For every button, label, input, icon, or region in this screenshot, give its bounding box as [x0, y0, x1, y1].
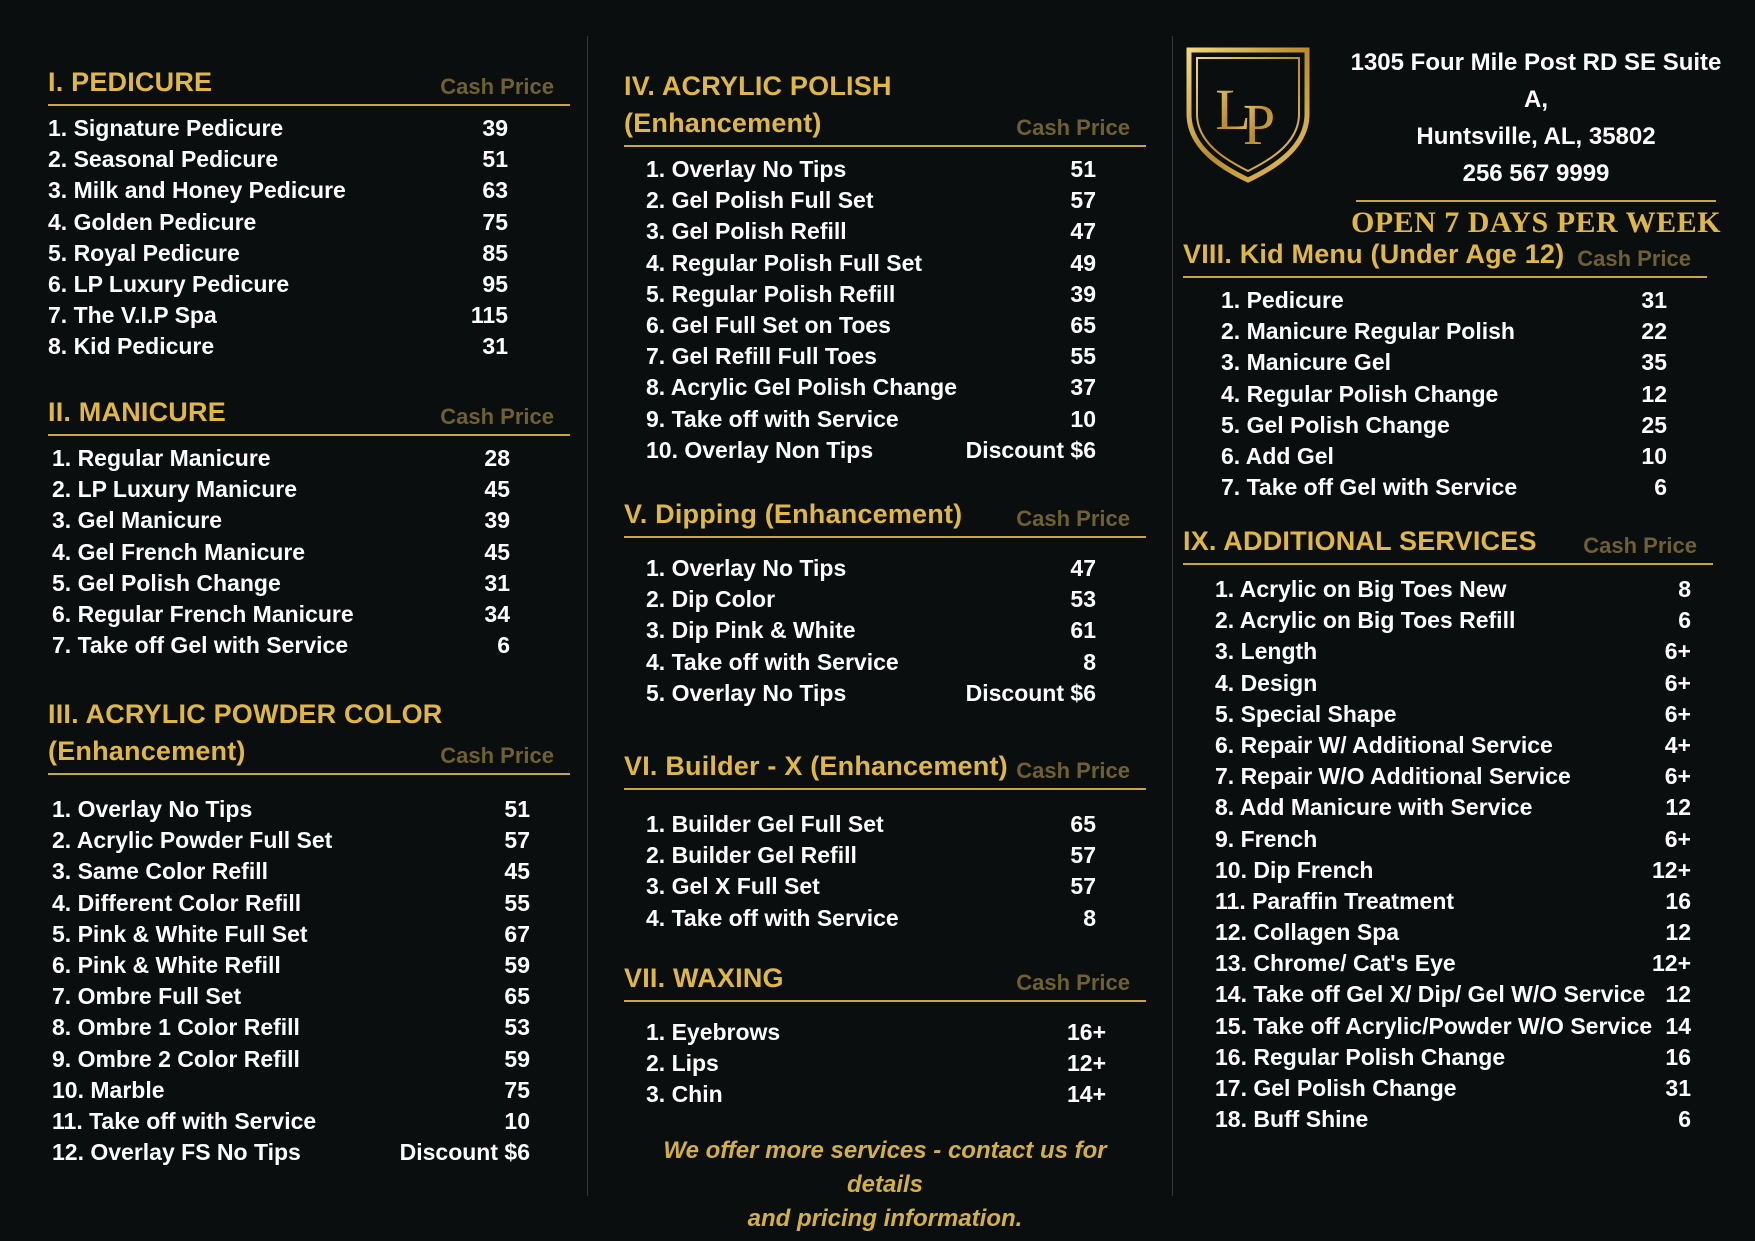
service-row [646, 312, 1096, 343]
address-divider [1356, 200, 1716, 202]
service-name: 10. Overlay Non Tips [646, 436, 874, 463]
address-line1: 1305 Four Mile Post RD SE Suite A, [1350, 49, 1722, 113]
service-name: 4. Regular Polish Full Set [646, 249, 923, 276]
section-header [48, 394, 570, 436]
service-row [1215, 638, 1691, 669]
logo-letter-l: L [1215, 77, 1251, 142]
service-price: 63 [482, 177, 508, 204]
section-waxing [624, 960, 1146, 1113]
service-name: 1. Overlay No Tips [646, 555, 847, 581]
service-row [1215, 1044, 1691, 1075]
service-name: 1. Builder Gel Full Set [646, 811, 884, 837]
service-row [1221, 349, 1667, 380]
service-price: 53 [1070, 586, 1096, 613]
section-header [624, 960, 1146, 1002]
service-row [646, 617, 1096, 648]
service-name: 10. Dip French [1215, 856, 1374, 883]
service-name: 14. Take off Gel X/ Dip/ Gel W/O Service [1215, 981, 1646, 1008]
service-name: 6. Pink & White Refill [52, 951, 281, 978]
service-row [1215, 919, 1691, 950]
service-name: 5. Pink & White Full Set [52, 920, 308, 947]
section-acrylic-powder [48, 696, 570, 1170]
service-row [646, 905, 1096, 936]
service-row [1221, 474, 1667, 505]
service-name: 3. Milk and Honey Pedicure [48, 177, 346, 204]
service-name: 7. Take off Gel with Service [52, 632, 349, 659]
service-row [48, 115, 508, 146]
address-block [1344, 44, 1728, 241]
service-row [52, 983, 530, 1014]
service-name: 3. Dip Pink & White [646, 617, 856, 644]
section-builder [624, 748, 1146, 936]
service-name: 4. Take off with Service [646, 904, 899, 931]
service-price: 14+ [1066, 1081, 1106, 1108]
service-list [48, 784, 570, 1170]
service-price: 22 [1641, 318, 1667, 345]
service-row [646, 1081, 1106, 1112]
cash-price-label: Cash Price [1016, 758, 1130, 783]
cash-price-label: Cash Price [440, 404, 554, 429]
service-row [646, 649, 1096, 680]
service-name: 2. LP Luxury Manicure [52, 476, 297, 503]
service-name: 4. Gel French Manicure [52, 538, 306, 565]
service-price: 45 [484, 476, 510, 503]
service-price: 6 [1654, 474, 1667, 501]
service-name: 18. Buff Shine [1215, 1106, 1369, 1133]
service-name: 5. Overlay No Tips [646, 679, 847, 706]
service-list [624, 156, 1146, 468]
service-row [646, 218, 1096, 249]
service-name: 3. Manicure Gel [1221, 349, 1392, 376]
service-price: 57 [504, 827, 530, 854]
footer-note-line1: We offer more services - contact us for details [663, 1137, 1107, 1198]
service-price: 67 [504, 920, 530, 947]
service-row [646, 343, 1096, 374]
service-price: 12 [1665, 794, 1691, 821]
service-row [1215, 701, 1691, 732]
service-name: 12. Collagen Spa [1215, 919, 1400, 946]
logo-letter-p: P [1242, 92, 1276, 157]
section-title: IX. ADDITIONAL SERVICES [1183, 526, 1537, 556]
section-header [624, 748, 1146, 790]
service-name: 8. Add Manicure with Service [1215, 794, 1533, 821]
cash-price-label: Cash Price [1577, 246, 1691, 271]
service-row [1215, 1013, 1691, 1044]
service-row [48, 333, 508, 364]
section-kid-menu [1183, 236, 1707, 505]
section-dipping [624, 496, 1146, 711]
service-list [624, 799, 1146, 936]
service-row [52, 890, 530, 921]
service-row [52, 1014, 530, 1045]
service-name: 2. Manicure Regular Polish [1221, 318, 1515, 345]
service-row [52, 1139, 530, 1170]
service-name: 7. Gel Refill Full Toes [646, 343, 877, 370]
service-price: 37 [1070, 374, 1096, 401]
service-price: 55 [504, 889, 530, 916]
service-name: 9. Ombre 2 Color Refill [52, 1045, 300, 1072]
cash-price-label: Cash Price [1583, 533, 1697, 558]
service-name: 1. Eyebrows [646, 1019, 781, 1045]
service-name: 4. Take off with Service [646, 648, 899, 675]
service-row [52, 952, 530, 983]
service-row [52, 858, 530, 889]
service-list [624, 1011, 1146, 1113]
footer-note [624, 1134, 1146, 1236]
section-header [48, 64, 570, 106]
service-row [48, 177, 508, 208]
service-row [52, 570, 510, 601]
column-divider [1172, 36, 1173, 1196]
service-price: 85 [482, 239, 508, 266]
service-row [1221, 287, 1667, 318]
service-name: 4. Design [1215, 669, 1318, 696]
service-row [52, 445, 510, 476]
service-name: 3. Length [1215, 638, 1318, 665]
service-price: 31 [1665, 1075, 1691, 1101]
service-row [1221, 318, 1667, 349]
cash-price-label: Cash Price [1016, 115, 1130, 140]
service-row [1215, 670, 1691, 701]
service-price: 57 [1070, 873, 1096, 900]
service-name: 17. Gel Polish Change [1215, 1075, 1457, 1101]
service-price: 39 [482, 115, 508, 141]
service-row [52, 921, 530, 952]
service-name: 2. Lips [646, 1050, 719, 1077]
service-price: 51 [504, 796, 530, 822]
service-row [646, 680, 1096, 711]
service-name: 3. Chin [646, 1081, 723, 1108]
service-price: Discount $6 [399, 1139, 530, 1166]
service-price: 10 [504, 1107, 530, 1134]
service-price: 65 [1070, 811, 1096, 837]
section-title-line2: (Enhancement) [48, 736, 246, 766]
section-title: VIII. Kid Menu (Under Age 12) [1183, 239, 1565, 269]
service-name: 5. Regular Polish Refill [646, 280, 896, 307]
service-name: 6. LP Luxury Pedicure [48, 270, 290, 297]
section-manicure [48, 394, 570, 663]
service-price: 10 [1641, 442, 1667, 469]
service-name: 9. French [1215, 825, 1318, 852]
service-row [1215, 1106, 1691, 1137]
service-name: 7. Repair W/O Additional Service [1215, 763, 1571, 790]
service-name: 6. Regular French Manicure [52, 600, 354, 627]
service-price: 95 [482, 270, 508, 297]
service-row [646, 437, 1096, 468]
service-row [48, 271, 508, 302]
service-row [52, 507, 510, 538]
service-row [48, 146, 508, 177]
service-list [48, 115, 570, 365]
service-price: 6+ [1664, 638, 1691, 665]
service-name: 6. Gel Full Set on Toes [646, 311, 891, 338]
service-price: 59 [504, 1045, 530, 1072]
service-name: 6. Add Gel [1221, 442, 1334, 469]
service-price: 8 [1678, 576, 1691, 602]
service-name: 4. Regular Polish Change [1221, 380, 1499, 407]
service-price: 12+ [1651, 950, 1691, 977]
section-header [624, 496, 1146, 538]
service-name: 13. Chrome/ Cat's Eye [1215, 950, 1456, 977]
service-price: 53 [504, 1014, 530, 1041]
service-row [646, 811, 1096, 842]
service-name: 1. Signature Pedicure [48, 115, 284, 141]
service-price: 75 [482, 208, 508, 235]
service-row [1221, 381, 1667, 412]
service-name: 7. Take off Gel with Service [1221, 474, 1518, 501]
service-price: 6+ [1664, 825, 1691, 852]
service-name: 5. Royal Pedicure [48, 239, 240, 266]
service-name: 7. Ombre Full Set [52, 983, 242, 1010]
section-acrylic-polish [624, 68, 1146, 468]
service-price: 49 [1070, 249, 1096, 276]
lp-shield-logo [1183, 44, 1313, 184]
service-price: 65 [504, 983, 530, 1010]
service-row [52, 827, 530, 858]
service-row [1215, 794, 1691, 825]
section-title-line2: (Enhancement) [624, 108, 822, 138]
service-row [52, 632, 510, 663]
service-row [1215, 826, 1691, 857]
service-name: 3. Gel X Full Set [646, 873, 820, 900]
service-row [646, 555, 1096, 586]
service-price: 31 [484, 569, 510, 596]
service-name: 2. Seasonal Pedicure [48, 146, 279, 173]
service-price: 31 [1641, 287, 1667, 313]
service-name: 8. Ombre 1 Color Refill [52, 1014, 300, 1041]
section-title: II. MANICURE [48, 397, 226, 427]
service-price: 14 [1665, 1012, 1691, 1039]
service-price: 12+ [1066, 1050, 1106, 1077]
section-title: V. Dipping (Enhancement) [624, 499, 963, 529]
service-name: 4. Different Color Refill [52, 889, 302, 916]
service-name: 5. Special Shape [1215, 700, 1397, 727]
service-name: 8. Acrylic Gel Polish Change [646, 374, 958, 401]
service-price: 75 [504, 1076, 530, 1103]
section-header [1183, 236, 1707, 278]
service-row [52, 601, 510, 632]
service-row [52, 1046, 530, 1077]
phone-number: 256 567 9999 [1462, 160, 1610, 187]
service-name: 6. Repair W/ Additional Service [1215, 731, 1553, 758]
service-name: 2. Dip Color [646, 586, 776, 613]
service-row [646, 873, 1096, 904]
service-price: 16 [1665, 1043, 1691, 1070]
service-row [1215, 1075, 1691, 1106]
service-price: 47 [1070, 555, 1096, 581]
service-price: 12+ [1651, 856, 1691, 883]
service-row [646, 1019, 1106, 1050]
service-name: 2. Builder Gel Refill [646, 842, 857, 869]
service-row [1215, 763, 1691, 794]
service-name: 12. Overlay FS No Tips [52, 1139, 301, 1166]
service-price: 39 [484, 507, 510, 534]
service-row [52, 796, 530, 827]
service-price: Discount $6 [965, 679, 1096, 706]
open-days-banner: OPEN 7 DAYS PER WEEK [1350, 206, 1722, 239]
service-row [48, 209, 508, 240]
service-price: 16+ [1066, 1019, 1106, 1045]
address-line2: Huntsville, AL, 35802 [1416, 123, 1656, 150]
section-title-line1: III. ACRYLIC POWDER COLOR [48, 699, 443, 729]
service-price: 34 [484, 600, 510, 627]
service-price: 45 [504, 858, 530, 885]
service-name: 5. Gel Polish Change [1221, 411, 1450, 438]
section-pedicure [48, 64, 570, 365]
service-name: 1. Overlay No Tips [52, 796, 253, 822]
cash-price-label: Cash Price [440, 74, 554, 99]
footer-note-line2: and pricing information. [747, 1205, 1023, 1232]
service-price: 12 [1665, 981, 1691, 1008]
service-price: 47 [1070, 218, 1096, 245]
service-name: 1. Overlay No Tips [646, 156, 847, 182]
service-name: 1. Acrylic on Big Toes New [1215, 576, 1507, 602]
service-price: Discount $6 [965, 436, 1096, 463]
service-price: 31 [482, 333, 508, 360]
service-list [1183, 574, 1713, 1137]
service-price: 6 [1678, 1106, 1691, 1133]
service-name: 10. Marble [52, 1076, 165, 1103]
service-row [646, 187, 1096, 218]
service-name: 16. Regular Polish Change [1215, 1043, 1506, 1070]
service-price: 35 [1641, 349, 1667, 376]
service-price: 115 [470, 302, 508, 329]
service-price: 57 [1070, 187, 1096, 214]
service-row [646, 156, 1096, 187]
service-row [1215, 732, 1691, 763]
service-name: 3. Gel Manicure [52, 507, 223, 534]
service-list [624, 547, 1146, 711]
service-name: 3. Same Color Refill [52, 858, 269, 885]
service-price: 12 [1641, 380, 1667, 407]
service-name: 2. Gel Polish Full Set [646, 187, 874, 214]
section-title: VII. WAXING [624, 963, 784, 993]
service-name: 3. Gel Polish Refill [646, 218, 847, 245]
service-name: 5. Gel Polish Change [52, 569, 281, 596]
section-title-line1: IV. ACRYLIC POLISH [624, 71, 892, 101]
section-header [48, 696, 570, 775]
service-price: 6+ [1664, 669, 1691, 696]
service-row [1215, 981, 1691, 1012]
service-name: 1. Pedicure [1221, 287, 1344, 313]
service-name: 1. Regular Manicure [52, 445, 271, 471]
column-divider [587, 36, 588, 1196]
service-row [52, 1108, 530, 1139]
service-price: 61 [1070, 617, 1096, 644]
service-name: 11. Take off with Service [52, 1107, 317, 1134]
service-row [646, 281, 1096, 312]
service-price: 57 [1070, 842, 1096, 869]
service-row [1215, 576, 1691, 607]
service-price: 6 [1678, 607, 1691, 634]
service-row [646, 842, 1096, 873]
service-name: 2. Acrylic on Big Toes Refill [1215, 607, 1516, 634]
service-price: 28 [484, 445, 510, 471]
service-price: 16 [1665, 887, 1691, 914]
service-row [1215, 607, 1691, 638]
service-row [1215, 888, 1691, 919]
service-row [1215, 950, 1691, 981]
service-name: 9. Take off with Service [646, 405, 899, 432]
service-name: 15. Take off Acrylic/Powder W/O Service [1215, 1012, 1653, 1039]
section-header [1183, 523, 1713, 565]
service-price: 59 [504, 951, 530, 978]
service-price: 12 [1665, 919, 1691, 946]
service-row [646, 586, 1096, 617]
service-row [646, 1050, 1106, 1081]
service-row [1215, 857, 1691, 888]
section-title: I. PEDICURE [48, 67, 213, 97]
service-row [48, 302, 508, 333]
service-row [52, 1077, 530, 1108]
service-row [1221, 412, 1667, 443]
service-row [1221, 443, 1667, 474]
service-row [646, 406, 1096, 437]
service-list [1183, 287, 1707, 505]
service-price: 8 [1083, 648, 1096, 675]
service-price: 55 [1070, 343, 1096, 370]
service-list [48, 445, 570, 663]
service-price: 25 [1641, 411, 1667, 438]
service-price: 4+ [1664, 731, 1691, 758]
service-price: 6+ [1664, 700, 1691, 727]
service-row [52, 476, 510, 507]
service-price: 65 [1070, 311, 1096, 338]
service-price: 51 [1070, 156, 1096, 182]
section-header [624, 68, 1146, 147]
service-name: 11. Paraffin Treatment [1215, 887, 1455, 914]
service-name: 8. Kid Pedicure [48, 333, 215, 360]
service-price: 6 [497, 632, 510, 659]
service-price: 8 [1083, 904, 1096, 931]
section-title: VI. Builder - X (Enhancement) [624, 751, 1008, 781]
service-row [48, 240, 508, 271]
service-row [52, 539, 510, 570]
service-name: 2. Acrylic Powder Full Set [52, 827, 333, 854]
service-price: 10 [1070, 405, 1096, 432]
service-price: 51 [482, 146, 508, 173]
service-price: 6+ [1664, 763, 1691, 790]
service-row [646, 250, 1096, 281]
section-additional-services [1183, 523, 1713, 1137]
cash-price-label: Cash Price [1016, 506, 1130, 531]
cash-price-label: Cash Price [1016, 970, 1130, 995]
service-name: 7. The V.I.P Spa [48, 302, 217, 329]
cash-price-label: Cash Price [440, 743, 554, 768]
service-name: 4. Golden Pedicure [48, 208, 257, 235]
service-price: 45 [484, 538, 510, 565]
service-row [646, 374, 1096, 405]
service-price: 39 [1070, 280, 1096, 307]
